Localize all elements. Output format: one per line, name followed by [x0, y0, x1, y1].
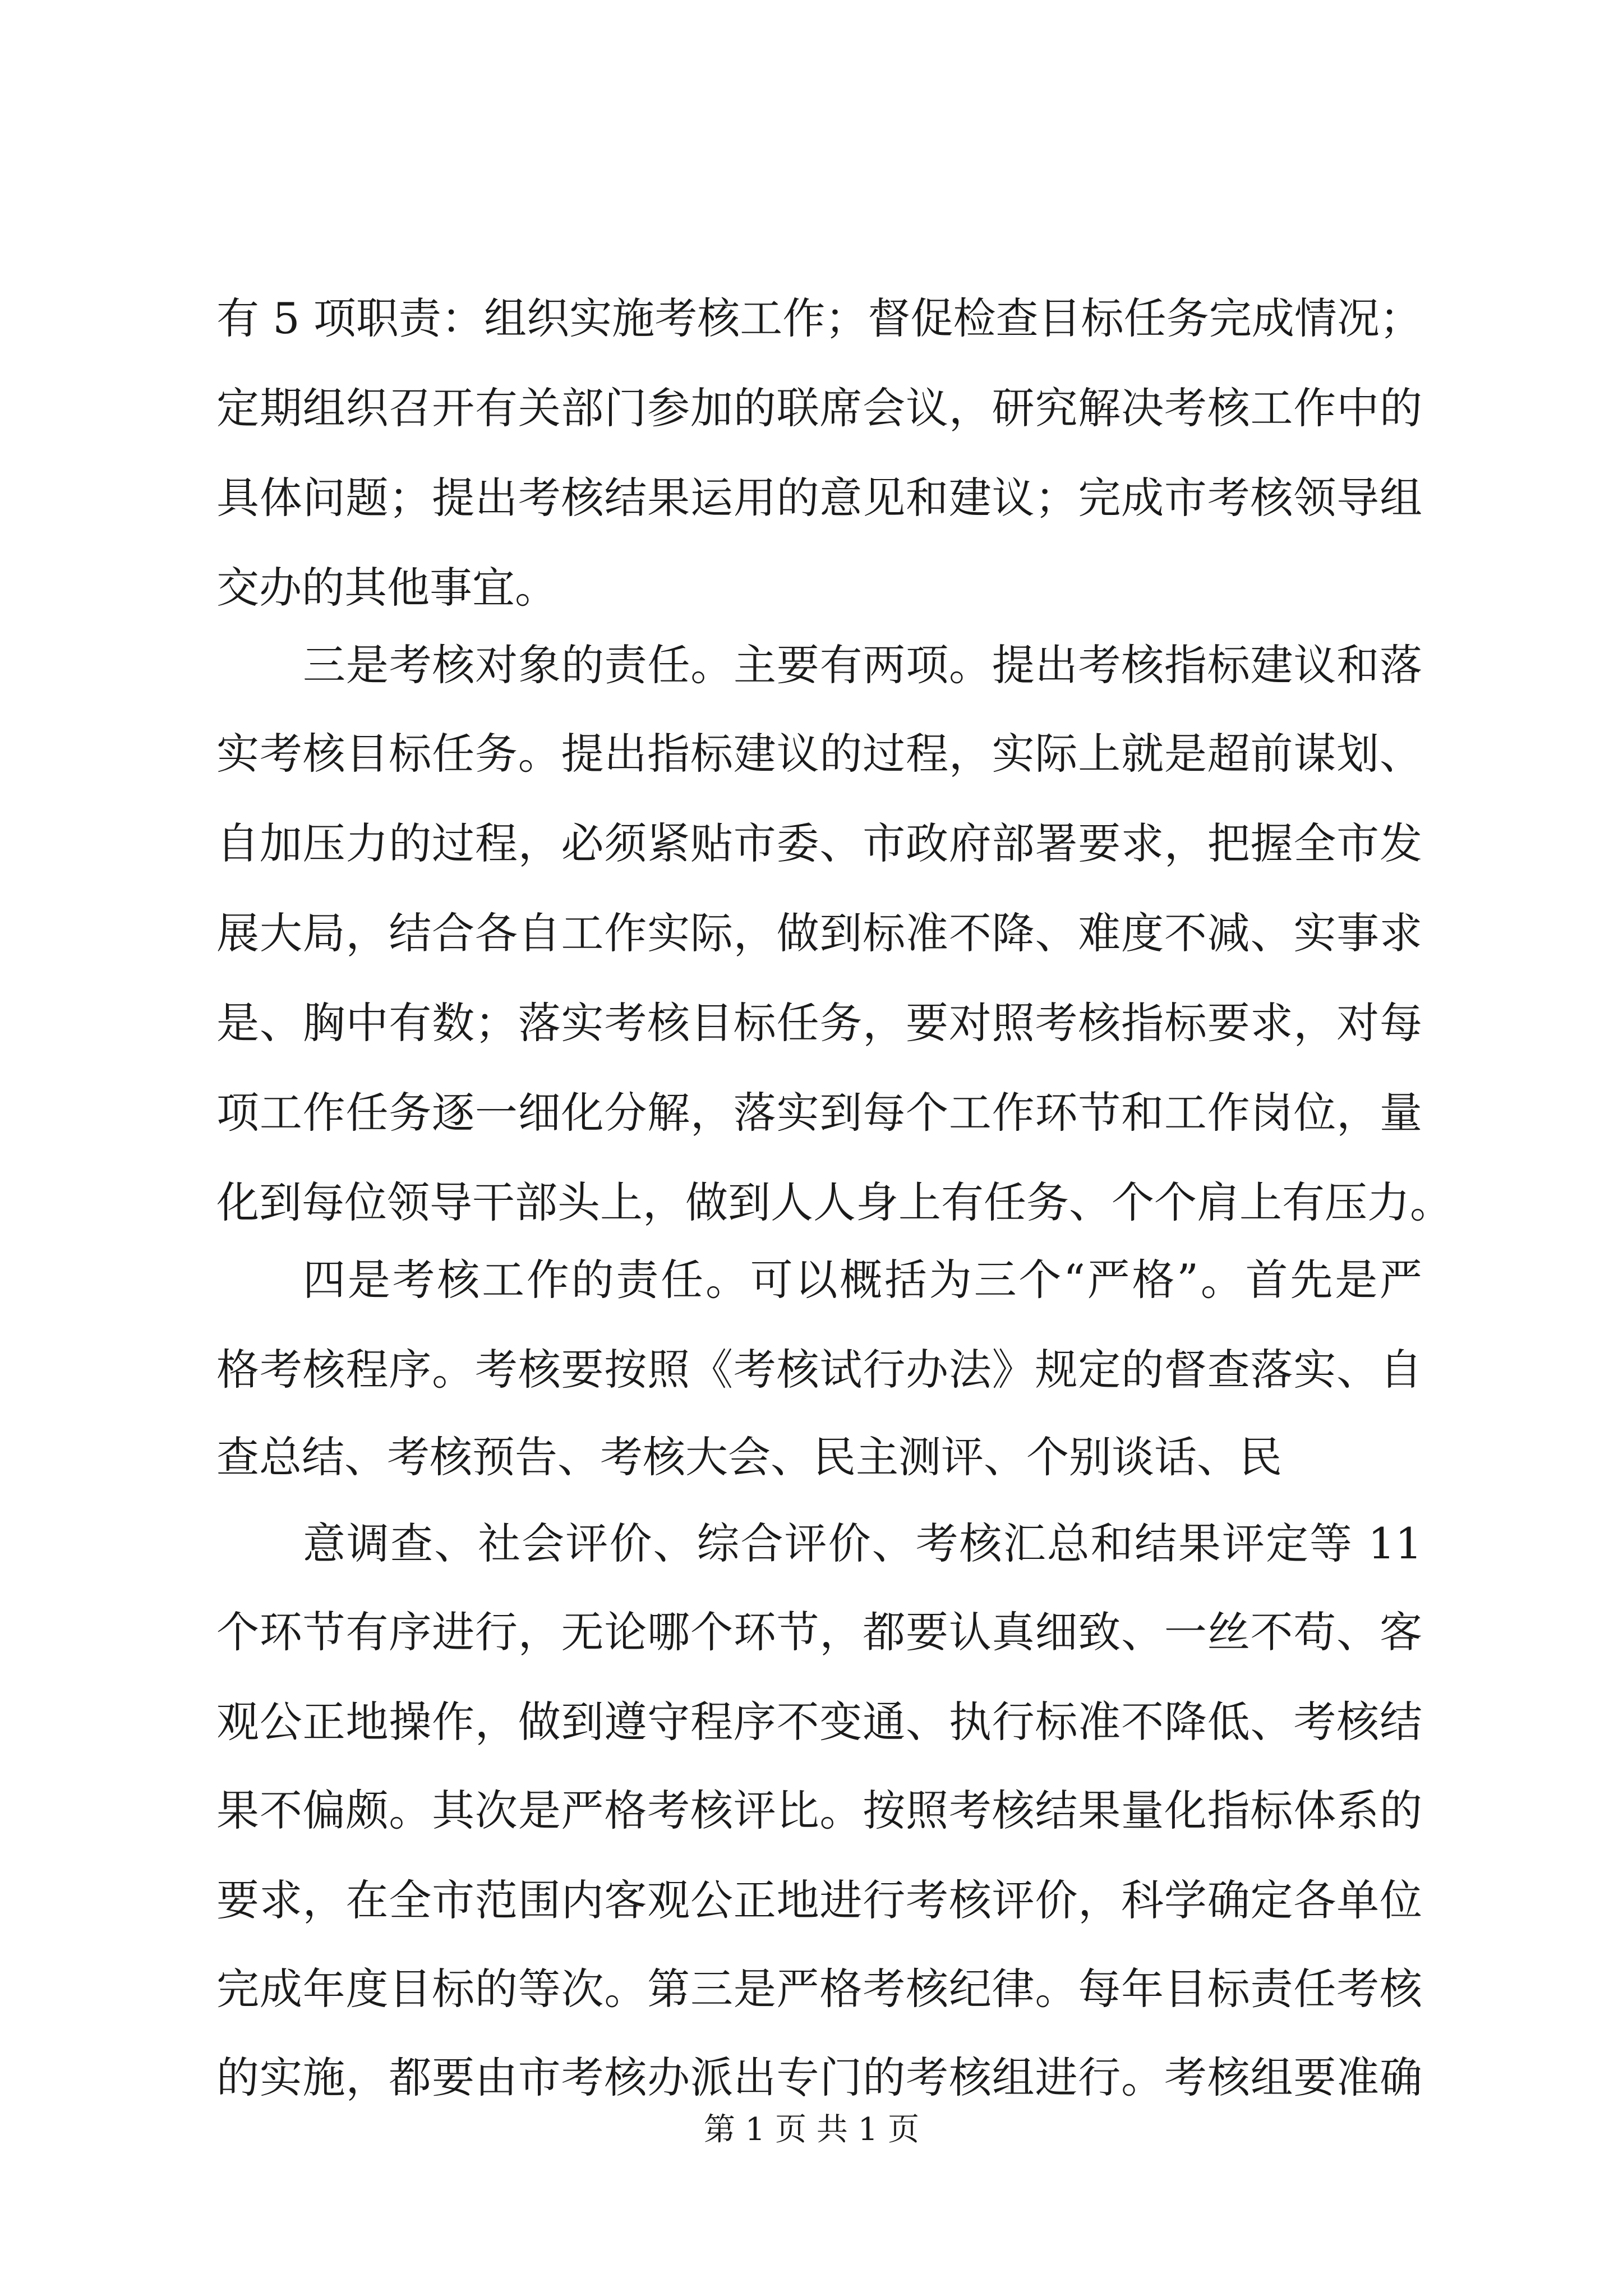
text-line-10: 项工作任务逐一细化分解，落实到每个工作环节和工作岗位，量	[216, 1088, 1422, 1138]
text-line-18: 果不偏颇。其次是严格考核评比。按照考核结果量化指标体系的	[216, 1786, 1422, 1835]
text-line-9: 是、胸中有数；落实考核目标任务，要对照考核指标要求，对每	[216, 998, 1422, 1048]
text-line-17: 观公正地操作，做到遵守程序不变通、执行标准不降低、考核结	[216, 1697, 1422, 1747]
text-line-3: 具体问题；提出考核结果运用的意见和建议；完成市考核领导组	[216, 473, 1422, 523]
text-line-8: 展大局，结合各自工作实际，做到标准不降、难度不减、实事求	[216, 908, 1422, 958]
text-line-20: 完成年度目标的等次。第三是严格考核纪律。每年目标责任考核	[216, 1964, 1422, 2014]
text-line-2: 定期组织召开有关部门参加的联席会议，研究解决考核工作中的	[216, 383, 1422, 433]
page-number-footer: 第 1 页 共 1 页	[703, 2111, 920, 2148]
text-line-15: 意调查、社会评价、综合评价、考核汇总和结果评定等 11	[303, 1519, 1422, 1568]
text-line-1: 有 5 项职责：组织实施考核工作；督促检查目标任务完成情况；	[216, 293, 1422, 343]
text-line-7: 自加压力的过程，必须紧贴市委、市政府部署要求，把握全市发	[216, 818, 1422, 868]
text-line-6: 实考核目标任务。提出指标建议的过程，实际上就是超前谋划、	[216, 729, 1422, 779]
text-line-14: 查总结、考核预告、考核大会、民主测评、个别谈话、民	[216, 1432, 1282, 1482]
text-line-4: 交办的其他事宜。	[216, 563, 557, 613]
text-line-19: 要求，在全市范围内客观公正地进行考核评价，科学确定各单位	[216, 1875, 1422, 1925]
text-line-11: 化到每位领导干部头上，做到人人身上有任务、个个肩上有压力。	[216, 1177, 1453, 1227]
text-line-5: 三是考核对象的责任。主要有两项。提出考核指标建议和落	[303, 640, 1422, 690]
text-line-12: 四是考核工作的责任。可以概括为三个“严格”。首先是严	[303, 1255, 1422, 1305]
text-line-21: 的实施，都要由市考核办派出专门的考核组进行。考核组要准确	[216, 2053, 1422, 2102]
text-line-16: 个环节有序进行，无论哪个环节，都要认真细致、一丝不苟、客	[216, 1607, 1422, 1657]
text-line-13: 格考核程序。考核要按照《考核试行办法》规定的督查落实、自	[216, 1345, 1422, 1395]
